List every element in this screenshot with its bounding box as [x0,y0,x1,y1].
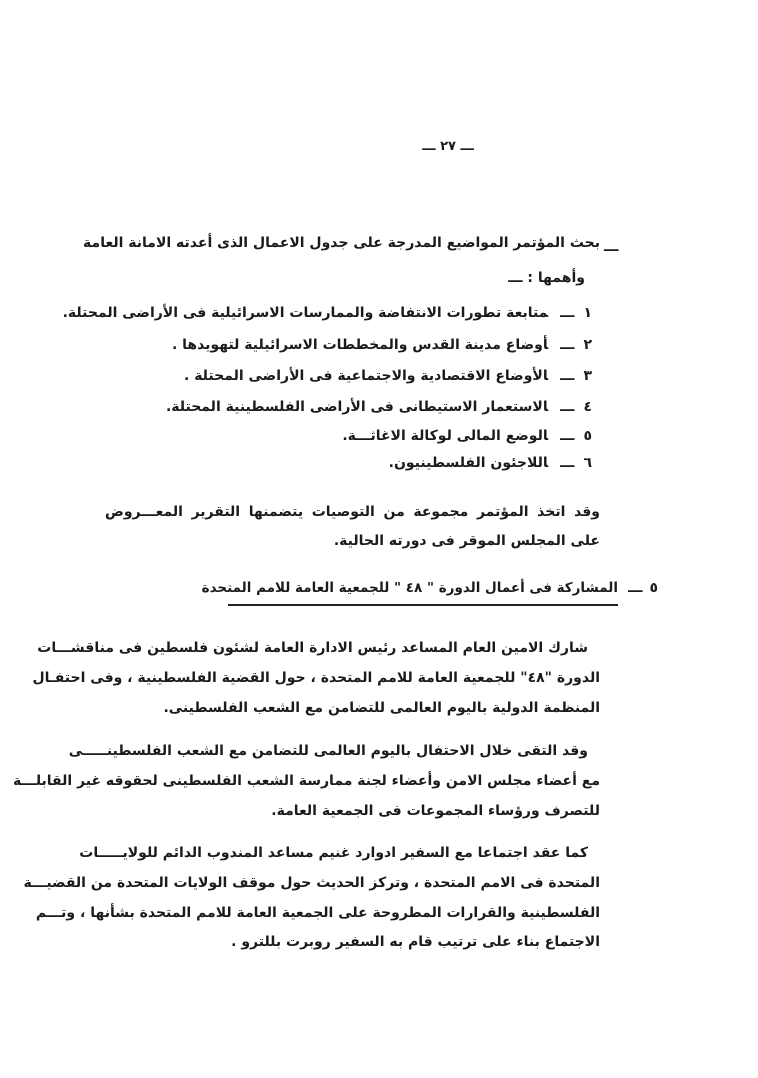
meeting-line-1: كما عقد اجتماعا مع السفير ادوارد غنيم مساعد المندوب الدائم للولايـــــات [79,845,588,861]
solidarity-line-2: مع أعضاء مجلس الامن وأعضاء لجنة ممارسة الشعب الفلسطينى لحقوقه غير القابلـــة [12,773,600,789]
agenda-item-2-text: أوضاع مدينة القدس والمخططات الاسرائيلية لتهويدها . [171,337,549,353]
participation-line-3: المنظمة الدولية باليوم العالمى للتضامن مع الشعب الفلسطينى. [163,700,600,716]
agenda-item-3-text: الأوضاع الاقتصادية والاجتماعية فى الأراضى المحتلة . [184,368,549,384]
agenda-item-6-dash: ـــ [560,455,575,471]
agenda-item-6 [105,453,592,473]
participation-line-1: شارك الامين العام المساعد رئيس الادارة العامة لشئون فلسطين فى مناقشـــات [37,640,588,656]
meeting-line-4: الاجتماع بناء على ترتيب قام به السفير روبرت بللترو . [231,934,600,950]
section-5-marker [616,578,658,598]
agenda-item-1-number: ١ [583,305,592,321]
agenda-item-3-number: ٣ [583,368,592,384]
meeting-line-2: المتحدة فى الامم المتحدة ، وتركز الحديث حول موقف الولايات المتحدة من القضيـــة [23,875,600,891]
agenda-item-6-text: اللاجئون الفلسطينيون. [388,455,549,471]
agenda-item-3 [105,366,592,386]
agenda-item-2-dash: ـــ [560,337,575,353]
agenda-item-1-text: متابعة تطورات الانتفاضة والممارسات الاسرائيلية فى الأراضى المحتلة. [62,305,549,321]
solidarity-line-3: للتصرف ورؤساء المجموعات فى الجمعية العامة. [271,803,600,819]
agenda-item-5-dash: ـــ [560,428,575,444]
section-5-heading: المشاركة فى أعمال الدورة " ٤٨ " للجمعية العامة للامم المتحدة [228,578,618,606]
intro-bullet-dash: ـــ [604,239,619,255]
meeting-line-3: الفلسطينية والقرارات المطروحة على الجمعية العامة للامم المتحدة بشأنها ، وتـــم [35,905,600,921]
agenda-item-3-dash: ـــ [560,368,575,384]
agenda-item-2-number: ٢ [583,337,592,353]
section-5-number: ٥ [649,580,658,596]
participation-line-2: الدورة "٤٨" للجمعية العامة للامم المتحدة ، حول القضية الفلسطينية ، وفى احتفـال [32,670,600,686]
agenda-item-4-number: ٤ [583,399,592,415]
agenda-item-4-text: الاستعمار الاستيطانى فى الأراضى الفلسطينية المحتلة. [165,399,549,415]
intro-line-2: وأهمها : ـــ [508,270,585,286]
section-5-dash: ـــ [628,580,643,596]
agenda-item-4-dash: ـــ [560,399,575,415]
recommendations-line-1: وقد اتخذ المؤتمر مجموعة من التوصيات يتضمنها التقرير المعـــروض [105,504,600,520]
solidarity-line-1: وقد التقى خلال الاحتفال باليوم العالمى للتضامن مع الشعب الفلسطينـــــى [68,743,588,759]
recommendations-line-2: على المجلس الموقر فى دورته الحالية. [333,533,600,549]
intro-line-1: بحث المؤتمر المواضيع المدرجة على جدول الاعمال الذى أعدته الامانة العامة [83,235,600,251]
agenda-item-5-text: الوضع المالى لوكالة الاغاثـــة. [342,428,549,444]
agenda-item-1 [62,303,592,323]
page-number: ـــ ٢٧ ـــ [422,139,474,154]
agenda-item-4 [105,397,592,417]
agenda-item-5 [105,426,592,446]
agenda-item-2 [105,335,592,355]
agenda-item-6-number: ٦ [583,455,592,471]
agenda-item-1-dash: ـــ [560,305,575,321]
agenda-item-5-number: ٥ [583,428,592,444]
